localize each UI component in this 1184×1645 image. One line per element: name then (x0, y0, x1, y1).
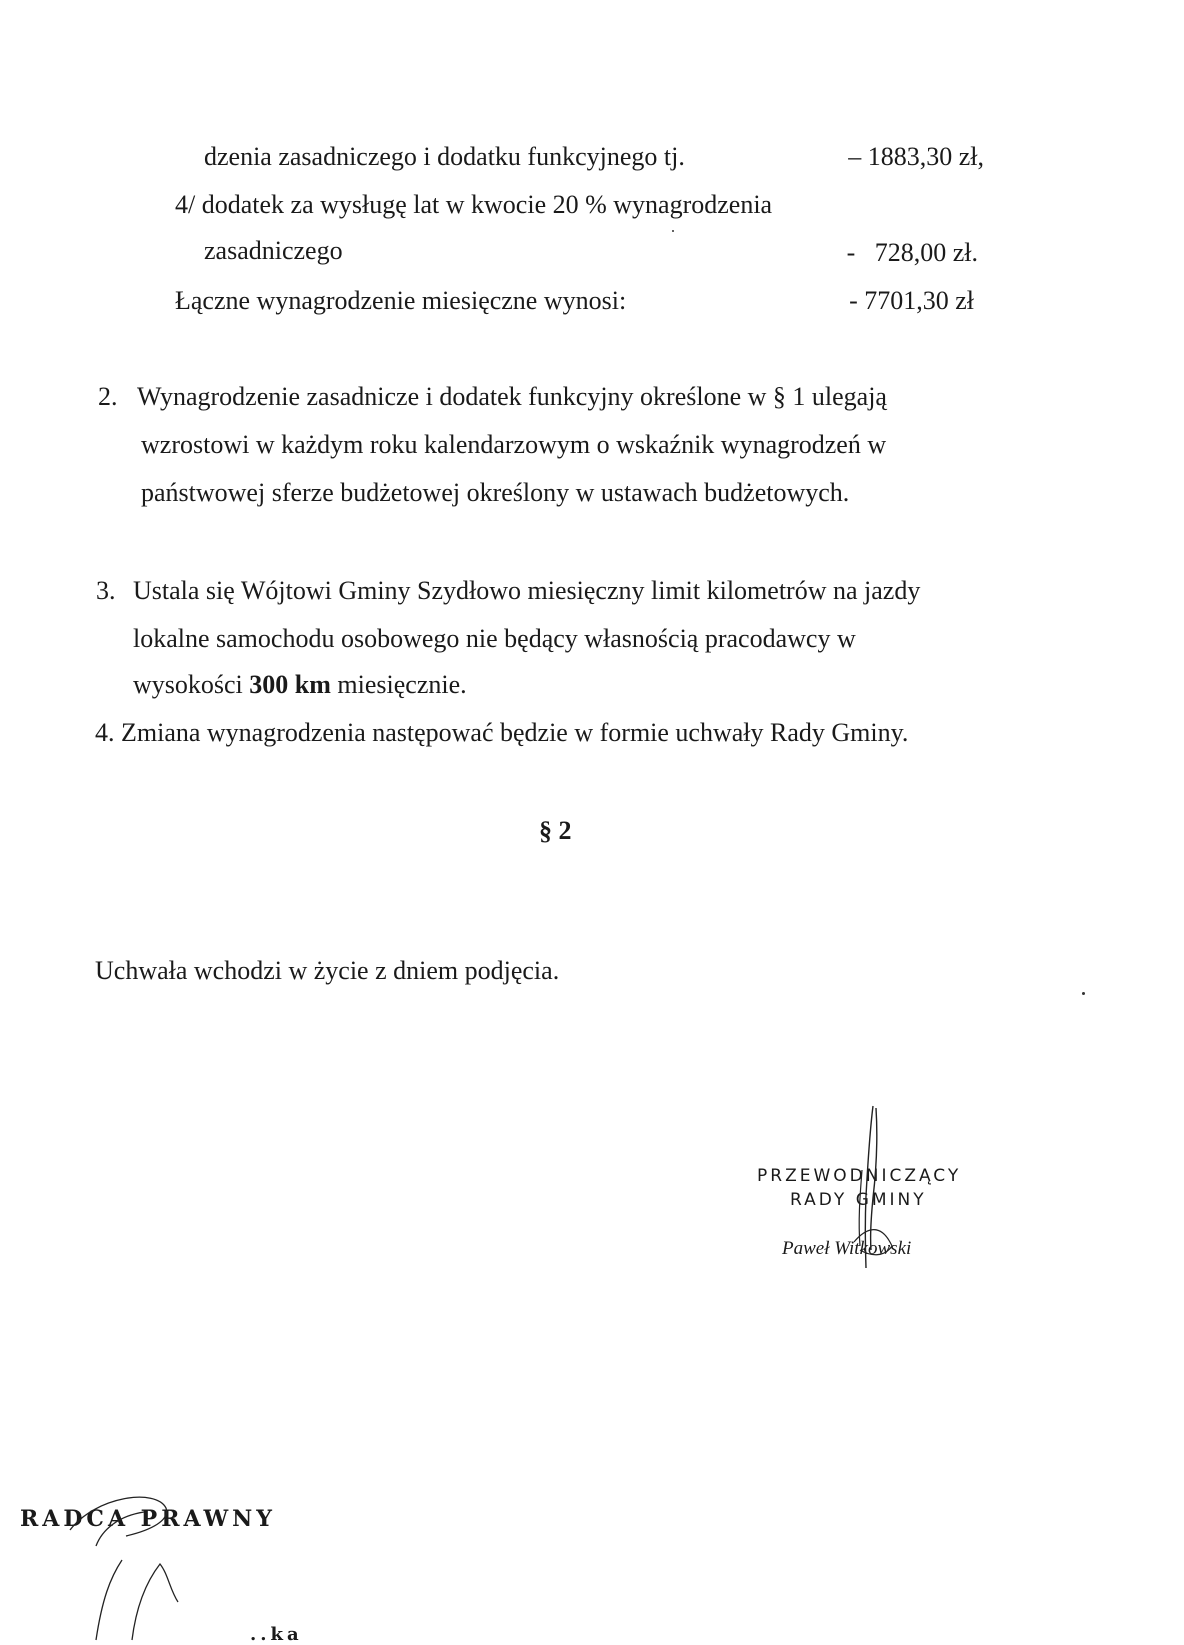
salary-total-amount: - 7701,30 zł (849, 286, 974, 315)
scan-speck (672, 230, 674, 232)
salary-line-3-cont: dzenia zasadniczego i dodatku funkcyjnego tj. (204, 142, 685, 171)
chairman-stamp-line-2: RADY GMINY (790, 1190, 927, 1210)
section-2-heading: § 2 (539, 816, 572, 845)
point-3-line-3-post: miesięcznie. (330, 670, 467, 699)
counsel-signature (66, 1490, 186, 1640)
point-3-number: 3. (96, 576, 116, 605)
section-2-text: Uchwała wchodzi w życie z dniem podjęcia. (95, 956, 560, 985)
salary-total-label: Łączne wynagrodzenie miesięczne wynosi: (175, 286, 627, 315)
point-2-line-1: Wynagrodzenie zasadnicze i dodatek funkcyjny określone w § 1 ulegają (137, 382, 887, 411)
point-3-line-2: lokalne samochodu osobowego nie będący własnością pracodawcy w (133, 624, 856, 653)
salary-line-3-amount: – 1883,30 zł, (848, 142, 984, 171)
point-2-line-3: państwowej sferze budżetowej określony w ustawach budżetowych. (141, 478, 850, 507)
point-4-text: 4. Zmiana wynagrodzenia następować będzie w formie uchwały Rady Gminy. (95, 718, 909, 747)
counsel-stamp-line-1: RADCA PRAWNY (20, 1506, 276, 1532)
salary-line-4: 4/ dodatek za wysługę lat w kwocie 20 % wynagrodzenia (175, 190, 773, 219)
point-2-line-2: wzrostowi w każdym roku kalendarzowym o wskaźnik wynagrodzeń w (141, 430, 887, 459)
point-3-line-3 (133, 670, 467, 700)
scan-speck (1082, 992, 1085, 995)
point-3-line-3-pre: wysokości (133, 670, 250, 699)
chairman-stamp-name: Paweł Witkowski (782, 1238, 912, 1259)
point-3-line-1: Ustala się Wójtowi Gminy Szydłowo miesięczny limit kilometrów na jazdy (133, 576, 921, 605)
counsel-stamp-line-2: ..ka (250, 1624, 303, 1645)
point-2-number: 2. (98, 382, 118, 411)
salary-line-4-amount: - 728,00 zł. (846, 238, 978, 267)
chairman-stamp-line-1: PRZEWODNICZĄCY (757, 1166, 962, 1186)
salary-line-4-cont: zasadniczego (204, 236, 343, 265)
chairman-signature (840, 1100, 900, 1280)
point-3-distance: 300 km (249, 670, 331, 699)
